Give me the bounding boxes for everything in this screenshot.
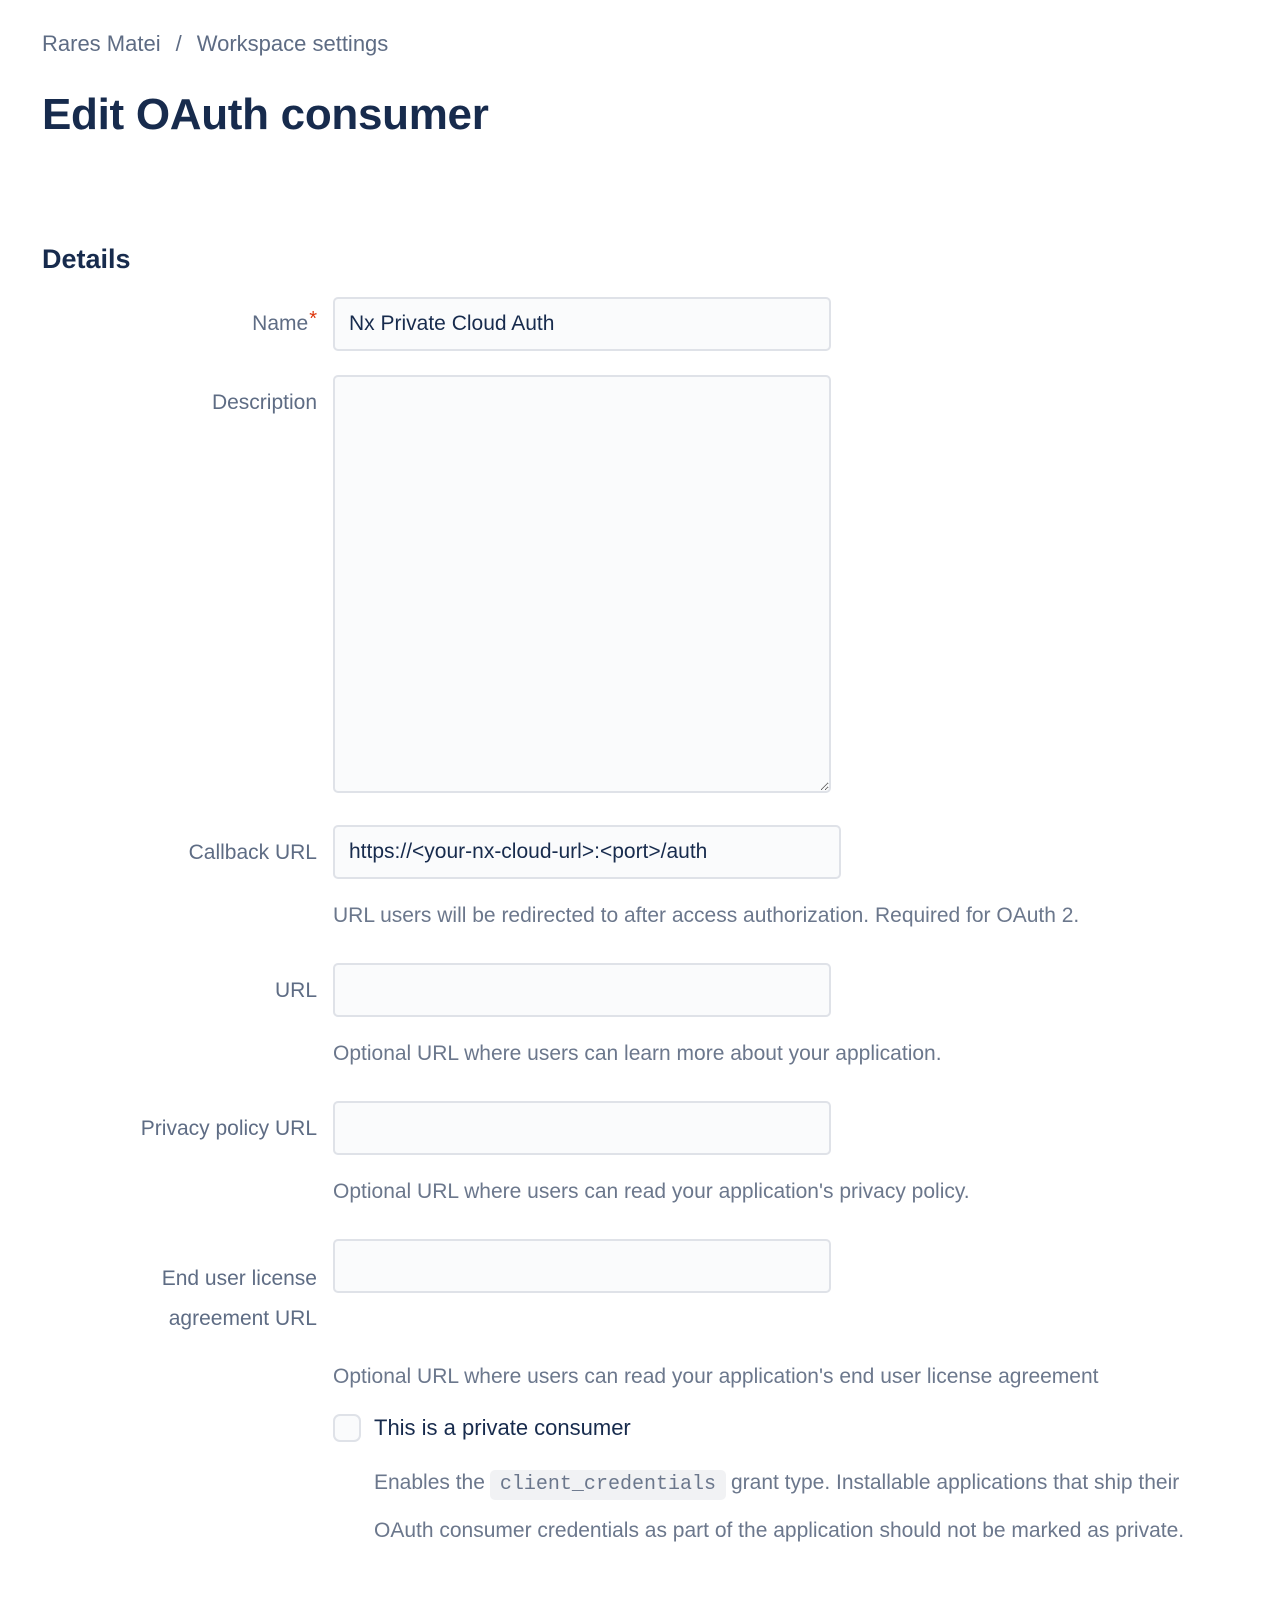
breadcrumb-workspace-link[interactable]: Rares Matei (42, 31, 161, 56)
eula-url-row (42, 1239, 1236, 1339)
privacy-policy-url-label: Privacy policy URL (140, 1116, 317, 1140)
url-row (42, 963, 1236, 1017)
eula-url-label: End user license agreement URL (161, 1267, 317, 1330)
description-label: Description (211, 391, 317, 414)
name-row (42, 297, 1236, 351)
details-section-heading: Details (42, 244, 131, 274)
oauth-consumer-form (42, 297, 1236, 1554)
private-consumer-label[interactable]: This is a private consumer (374, 1415, 631, 1440)
breadcrumb-separator: / (175, 31, 182, 56)
required-asterisk: * (309, 308, 317, 330)
private-consumer-row (333, 1414, 1236, 1442)
eula-url-input[interactable] (333, 1239, 831, 1293)
private-consumer-checkbox[interactable] (333, 1414, 361, 1442)
url-label: URL (274, 978, 317, 1002)
name-input[interactable] (333, 297, 831, 351)
name-label: Name* (252, 308, 317, 335)
private-consumer-help-suffix: grant type. Installable applications that ship their OAuth consumer credentials as part of the application should not be marked as private. (374, 1471, 1185, 1542)
page-title: Edit OAuth consumer (42, 90, 489, 139)
callback-url-help: URL users will be redirected to after access authorization. Required for OAuth 2. (333, 904, 1080, 927)
client-credentials-code-chip: client_credentials (490, 1470, 726, 1500)
callback-url-input[interactable] (333, 825, 841, 879)
description-textarea[interactable] (333, 375, 831, 793)
breadcrumb-workspace-settings-link[interactable]: Workspace settings (196, 31, 389, 56)
url-input[interactable] (333, 963, 831, 1017)
private-consumer-help (374, 1460, 1216, 1554)
url-help: Optional URL where users can learn more about your application. (333, 1042, 942, 1065)
privacy-policy-url-row (42, 1101, 1236, 1155)
callback-url-row (42, 825, 1236, 879)
privacy-policy-url-input[interactable] (333, 1101, 831, 1155)
privacy-policy-url-help: Optional URL where users can read your application's privacy policy. (333, 1180, 970, 1203)
eula-url-help: Optional URL where users can read your application's end user license agreement (333, 1365, 1099, 1388)
private-consumer-help-prefix: Enables the (374, 1471, 485, 1494)
breadcrumb (42, 30, 1236, 58)
description-row (42, 375, 1236, 793)
callback-url-label: Callback URL (188, 840, 317, 864)
